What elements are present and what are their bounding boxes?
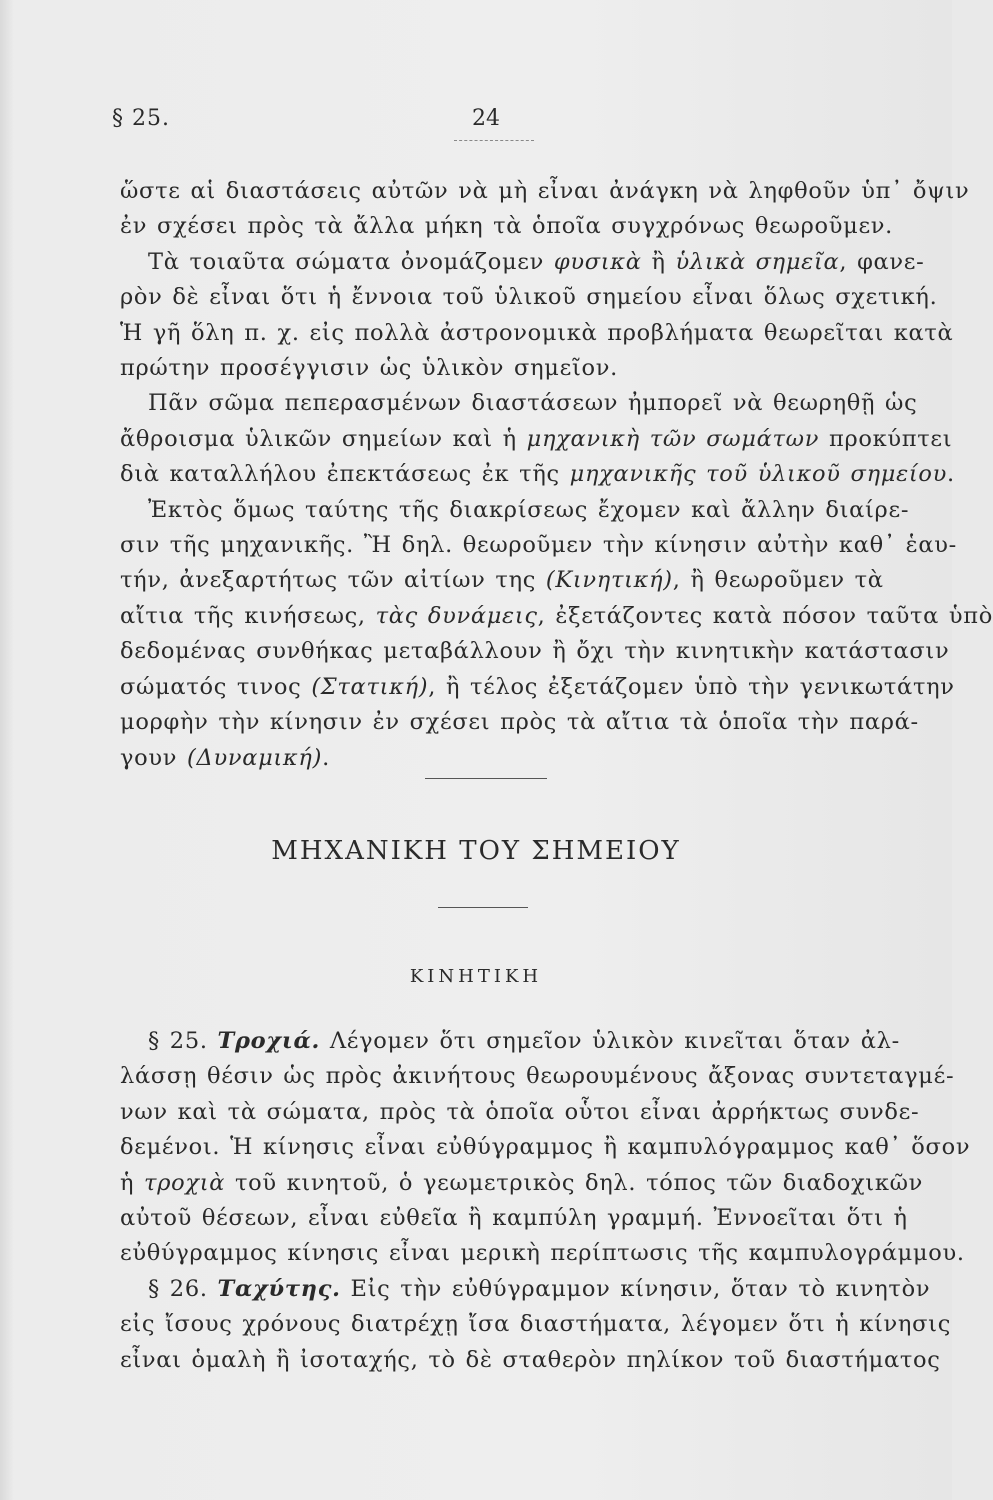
- italic-term: (Δυναμική): [187, 744, 323, 771]
- italic-term: μηχανικῆς τοῦ ὑλικοῦ σημείου: [569, 461, 947, 488]
- page-header: [112, 106, 852, 146]
- text-run: Εἰς τὴν εὐθύγραμμον κίνησιν, ὅταν τὸ κινητὸν: [340, 1275, 931, 1302]
- text-run: σώματός τινος: [120, 673, 312, 700]
- text-line: ὥστε αἱ διαστάσεις αὐτῶν νὰ μὴ εἶναι ἀνάγκη νὰ ληφθοῦν ὑπ᾽ ὄψιν: [120, 178, 970, 204]
- text-line: [120, 670, 955, 705]
- italic-term: (Στατική): [311, 673, 429, 700]
- text-line: εἰς ἴσους χρόνους διατρέχῃ ἴσα διαστήματα, λέγομεν ὅτι ἡ κίνησις: [120, 1311, 951, 1338]
- text-run: γουν: [120, 744, 188, 771]
- text-line: νων καὶ τὰ σώματα, πρὸς τὰ ὁποῖα οὗτοι εἶναι ἀρρήκτως συνδε-: [120, 1098, 920, 1125]
- kinetics-text: [120, 1024, 971, 1378]
- text-line: Ἐκτὸς ὅμως ταύτης τῆς διακρίσεως ἔχομεν καὶ ἄλλην διαίρε-: [148, 496, 910, 523]
- text-run: ἢ: [641, 248, 676, 275]
- subchapter-heading: ΚΙΝΗΤΙΚΗ: [409, 966, 543, 987]
- italic-term: ὑλικὰ σημεῖα: [675, 248, 840, 275]
- section-title: Ταχύτης.: [217, 1275, 341, 1302]
- section-number: § 26.: [148, 1275, 218, 1302]
- running-section-mark: § 25.: [112, 106, 170, 131]
- text-line: Ἡ γῆ ὅλη π. χ. εἰς πολλὰ ἀστρονομικὰ προβλήματα θεωρεῖται κατὰ: [120, 319, 954, 346]
- section-title: Τροχιά.: [217, 1028, 320, 1054]
- italic-term: (Κινητική): [545, 567, 673, 594]
- text-line: δεδομένας συνθήκας μεταβάλλουν ἢ ὄχι τὴν κινητικὴν κατάστασιν: [120, 638, 950, 665]
- text-line: πρώτην προσέγγισιν ὡς ὑλικὸν σημεῖον.: [120, 355, 618, 382]
- text-run: Τὰ τοιαῦτα σώματα ὀνομάζομεν: [148, 248, 554, 275]
- page-number-underline: [454, 140, 534, 141]
- text-run: .: [322, 744, 330, 771]
- text-line: εἶναι ὁμαλὴ ἢ ἰσοταχής, τὸ δὲ σταθερὸν πηλίκον τοῦ διαστήματος: [120, 1346, 941, 1373]
- text-run: τήν, ἀνεξαρτήτως τῶν αἰτίων της: [120, 567, 546, 594]
- chapter-heading: ΜΗΧΑΝΙΚΗ ΤΟΥ ΣΗΜΕΙΟΥ: [271, 836, 681, 866]
- text-line: δεμένοι. Ἡ κίνησις εἶναι εὐθύγραμμος ἢ καμπυλόγραμμος καθ᾽ ὅσον: [120, 1134, 971, 1161]
- text-run: ἡ: [120, 1169, 145, 1196]
- text-run: αἴτια τῆς κινήσεως,: [120, 602, 376, 629]
- text-run: , φανε-: [839, 248, 925, 275]
- text-line: [120, 422, 953, 457]
- text-run: ἄθροισμα ὑλικῶν σημείων καὶ ἡ: [120, 425, 527, 452]
- text-run: διὰ καταλλήλου ἐπεκτάσεως ἐκ τῆς: [120, 461, 570, 488]
- text-line: [120, 741, 880, 776]
- italic-term: μηχανικὴ τῶν σωμάτων: [526, 425, 820, 452]
- heading-divider: [438, 907, 528, 908]
- page-number: 24: [472, 106, 500, 131]
- text-line: λάσσῃ θέσιν ὡς πρὸς ἀκινήτους θεωρουμένους ἄξονας συντεταγμέ-: [120, 1063, 955, 1090]
- text-run: προκύπτει: [819, 425, 953, 452]
- section-number: § 25.: [148, 1028, 218, 1054]
- text-line: [120, 1272, 931, 1307]
- text-line: [120, 563, 884, 598]
- text-line: αὐτοῦ θέσεων, εἶναι εὐθεῖα ἢ καμπύλη γραμμή. Ἐννοεῖται ὅτι ἡ: [120, 1205, 908, 1232]
- italic-term: τὰς δυνάμεις: [375, 602, 538, 629]
- text-line: [120, 245, 925, 280]
- text-line: ρὸν δὲ εἶναι ὅτι ἡ ἔννοια τοῦ ὑλικοῦ σημείου εἶναι ὅλως σχετική.: [120, 284, 938, 311]
- text-run: τοῦ κινητοῦ, ὁ γεωμετρικὸς δηλ. τόπος τῶν διαδοχικῶν: [225, 1169, 924, 1196]
- text-line: εὐθύγραμμος κίνησις εἶναι μερικὴ περίπτωσις τῆς καμπυλογράμμου.: [120, 1240, 965, 1267]
- text-line: σιν τῆς μηχανικῆς. Ἢ δηλ. θεωροῦμεν τὴν κίνησιν αὐτὴν καθ᾽ ἑαυ-: [120, 532, 957, 559]
- text-run: , ἐξετάζοντες κατὰ πόσον ταῦτα ὑπὸ: [537, 602, 993, 629]
- italic-term: τροχιὰ: [144, 1169, 226, 1196]
- text-run: , ἢ θεωροῦμεν τὰ: [672, 567, 884, 594]
- italic-term: φυσικὰ: [553, 248, 642, 275]
- text-line: [120, 457, 955, 492]
- text-run: .: [947, 461, 955, 488]
- text-line: [120, 1024, 900, 1059]
- text-line: [120, 599, 993, 634]
- text-run: Λέγομεν ὅτι σημεῖον ὑλικὸν κινεῖται ὅταν ἀλ-: [320, 1028, 900, 1054]
- text-line: ἐν σχέσει πρὸς τὰ ἄλλα μήκη τὰ ὁποῖα συγχρόνως θεωροῦμεν.: [120, 213, 894, 240]
- text-line: [120, 1166, 924, 1201]
- text-line: Πᾶν σῶμα πεπερασμένων διαστάσεων ἠμπορεῖ νὰ θεωρηθῇ ὡς: [148, 390, 918, 417]
- section-divider: [425, 778, 547, 779]
- text-line: μορφὴν τὴν κίνησιν ἐν σχέσει πρὸς τὰ αἴτια τὰ ὁποῖα τὴν παρά-: [120, 709, 919, 736]
- intro-text: [120, 174, 993, 776]
- text-run: , ἢ τέλος ἐξετάζομεν ὑπὸ τὴν γενικωτάτην: [428, 673, 955, 700]
